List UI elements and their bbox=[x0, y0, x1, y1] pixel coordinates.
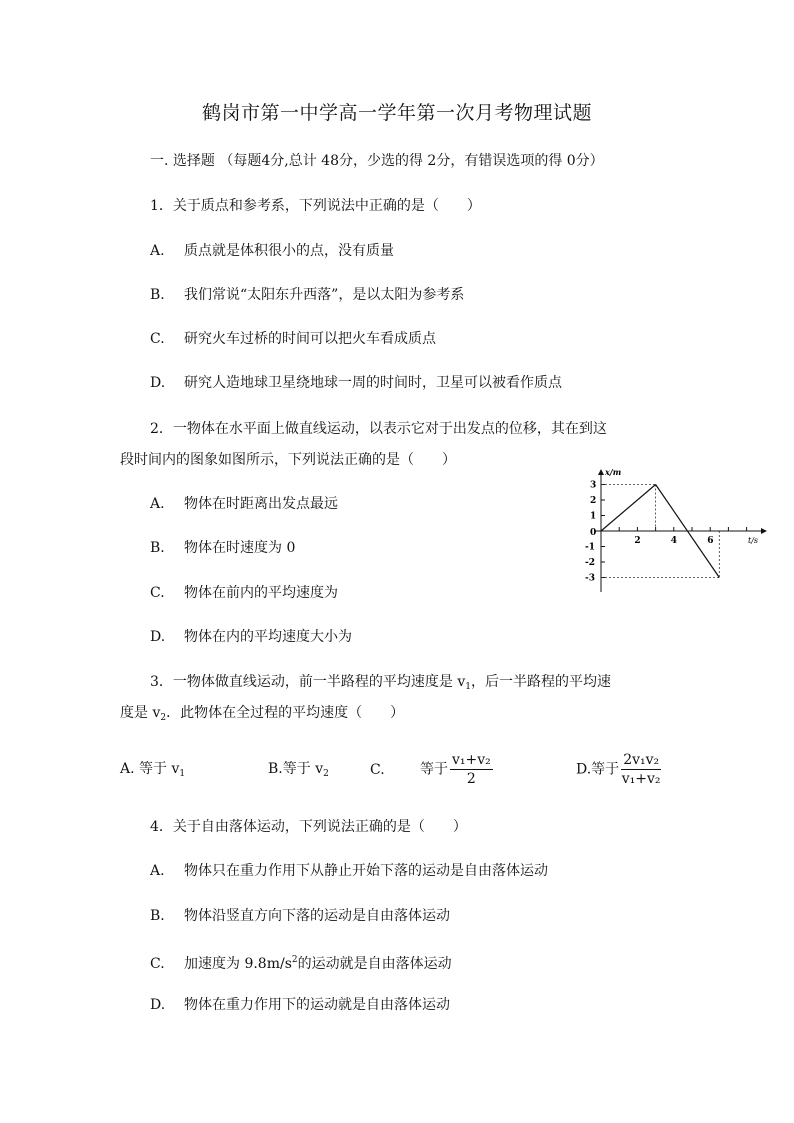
x-axis-label: t/s bbox=[748, 536, 759, 545]
q3-stem-line1 bbox=[150, 673, 611, 696]
q3-option-a bbox=[120, 760, 185, 783]
displacement-segment bbox=[601, 485, 656, 532]
y-tick-label: 1 bbox=[590, 511, 597, 522]
fraction-numerator: v₁+v₂ bbox=[452, 752, 491, 768]
y-axis-label: x/m bbox=[605, 467, 622, 477]
q3-stem-line2 bbox=[120, 704, 404, 727]
option-key: C. bbox=[150, 331, 165, 347]
y-tick-label: 2 bbox=[590, 496, 597, 506]
y-tick-label: -2 bbox=[585, 558, 595, 568]
option-text: 加速度为 9.8m/s bbox=[184, 956, 292, 972]
q1-stem: 1．关于质点和参考系，下列说法中正确的是（ ） bbox=[150, 198, 481, 214]
option-key: C. bbox=[370, 761, 385, 778]
fraction-denominator: 2 bbox=[466, 771, 476, 787]
x-tick-label: 6 bbox=[707, 536, 714, 546]
subscript: 1 bbox=[179, 769, 186, 779]
fraction-denominator: v₁+v₂ bbox=[621, 771, 661, 787]
q1-option-b bbox=[150, 286, 464, 304]
y-tick-label: -3 bbox=[585, 573, 595, 584]
q2-option-c bbox=[150, 584, 338, 602]
q4-option-d bbox=[150, 996, 450, 1014]
option-text: B.等于 v bbox=[268, 761, 324, 777]
option-text: 物体在时距离出发点最远 bbox=[184, 496, 338, 512]
option-text: 等于 bbox=[420, 761, 448, 778]
q1-option-a bbox=[150, 242, 394, 260]
q2-stem-line2: 段时间内的图象如图所示，下列说法正确的是（ ） bbox=[120, 452, 456, 468]
option-key: C. bbox=[150, 956, 165, 972]
y-tick-label: -1 bbox=[585, 542, 595, 553]
option-key: D. bbox=[150, 997, 166, 1013]
option-key: A. bbox=[150, 863, 165, 879]
option-text: 质点就是体积很小的点，没有质量 bbox=[184, 243, 394, 259]
superscript: 2 bbox=[291, 955, 298, 965]
q3-stem-line2-a: 度是 v bbox=[120, 705, 161, 721]
option-text: 研究火车过桥的时间可以把火车看成质点 bbox=[184, 331, 436, 347]
q4-option-a bbox=[150, 862, 548, 880]
q4-stem: 4．关于自由落体运动，下列说法正确的是（ ） bbox=[150, 819, 467, 835]
option-key: A. bbox=[150, 243, 165, 259]
q1-option-d bbox=[150, 374, 562, 392]
option-key: D. bbox=[150, 375, 166, 391]
option-text: 物体在时速度为 0 bbox=[184, 540, 296, 556]
option-text: 物体在前内的平均速度为 bbox=[184, 585, 338, 601]
q2-option-b bbox=[150, 539, 295, 557]
q2-stem-line1: 2．一物体在水平面上做直线运动，以表示它对于出发点的位移，其在到这 bbox=[150, 421, 607, 437]
q3-stem-line2-b: ．此物体在全过程的平均速度（ ） bbox=[166, 705, 405, 721]
option-key: B. bbox=[150, 540, 165, 556]
option-text: D.等于 bbox=[576, 761, 620, 778]
fraction-numerator: 2v₁v₂ bbox=[623, 752, 660, 768]
option-text: 物体只在重力作用下从静止开始下落的运动是自由落体运动 bbox=[184, 863, 548, 879]
subscript: 1 bbox=[465, 682, 471, 692]
option-key: D. bbox=[150, 629, 166, 645]
page-title: 鹤岗市第一中学高一学年第一次月考物理试题 bbox=[201, 102, 592, 124]
displacement-time-graph bbox=[576, 464, 772, 596]
q2-option-d bbox=[150, 628, 352, 646]
fraction bbox=[450, 751, 493, 788]
option-text: 物体在重力作用下的运动就是自由落体运动 bbox=[184, 997, 450, 1013]
subscript: 2 bbox=[323, 769, 329, 779]
q3-option-d bbox=[576, 751, 661, 788]
q1-option-c bbox=[150, 330, 436, 348]
origin-label: 0 bbox=[590, 528, 597, 538]
q2-option-a bbox=[150, 495, 338, 513]
option-text: 我们常说“太阳东升西落”，是以太阳为参考系 bbox=[184, 287, 465, 303]
x-tick-label: 4 bbox=[670, 536, 678, 546]
option-key: B. bbox=[150, 908, 165, 924]
fraction bbox=[621, 751, 661, 788]
option-key: B. bbox=[150, 287, 165, 303]
option-text: 物体沿竖直方向下落的运动是自由落体运动 bbox=[184, 908, 450, 924]
graph-axes bbox=[595, 470, 766, 592]
q4-option-c bbox=[150, 951, 452, 973]
x-tick-label: 2 bbox=[634, 536, 641, 546]
option-text: 物体在内的平均速度大小为 bbox=[184, 629, 352, 645]
section-heading: 一. 选择题 （每题4分,总计 48分，少选的得 2分，有错误选项的得 0分） bbox=[150, 153, 604, 169]
option-key: A. bbox=[150, 496, 165, 512]
q3-option-b bbox=[268, 760, 329, 783]
subscript: 2 bbox=[160, 713, 167, 723]
y-tick-label: 3 bbox=[590, 480, 597, 491]
option-text: 研究人造地球卫星绕地球一周的时间时，卫星可以被看作质点 bbox=[184, 375, 562, 391]
q3-stem-line1-a: 3．一物体做直线运动，前一半路程的平均速度是 v bbox=[150, 674, 466, 690]
option-text: A. 等于 v bbox=[120, 761, 180, 777]
q3-option-c bbox=[370, 751, 493, 788]
q3-stem-line1-b: ，后一半路程的平均速 bbox=[471, 674, 611, 690]
q4-option-b bbox=[150, 907, 450, 925]
option-text: 的运动就是自由落体运动 bbox=[297, 956, 452, 972]
option-key: C. bbox=[150, 585, 165, 601]
